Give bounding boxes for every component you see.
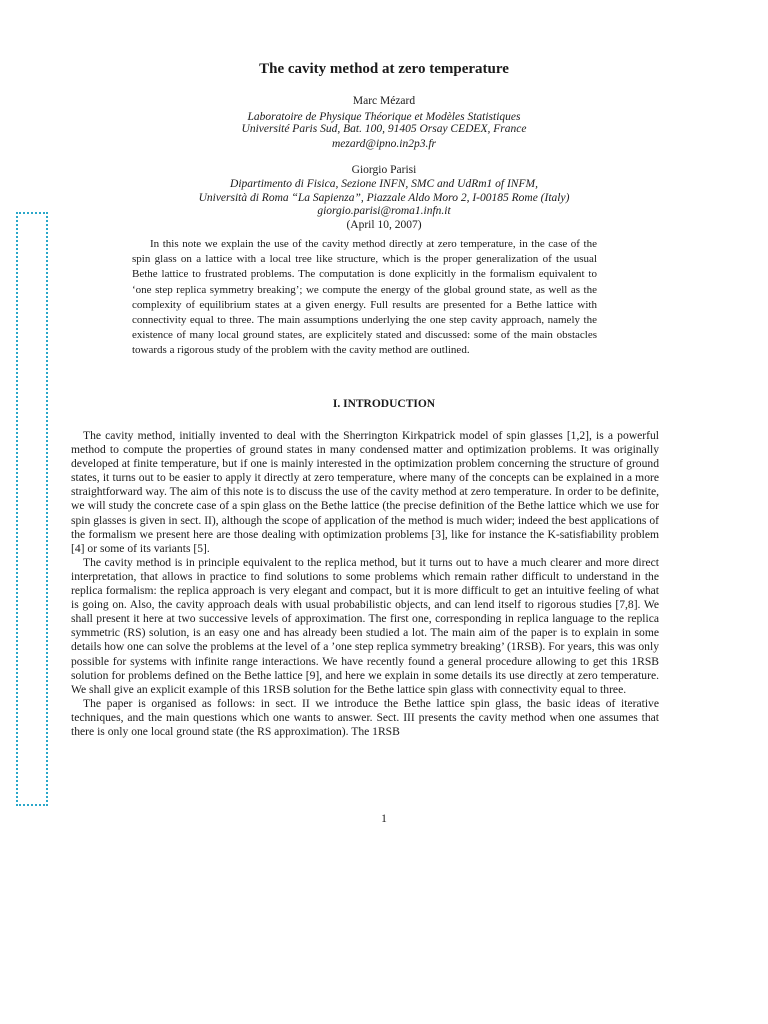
body-text: [71, 429, 659, 739]
paragraph: The cavity method is in principle equivalent to the replica method, but it turns out to have a much clearer and more direct interpretation, that allows in practice to find solutions to some problems which remain rather difficult to understand in the replica formalism: the replica approach is very elegant and compact, but it is more difficult to get an intuitive feeling of what is going on. Also, the cavity approach deals with usual probabilistic objects, and can lend itself to rigorous studies [7,8]. We shall present it here at two successive levels of approximation. The first one, corresponding in replica language to the replica symmetric (RS) solution, is an easy one and has already been studied a lot. The main aim of the paper is to explain in some details how one can solve the problems at the level of a ’one step replica symmetry breaking’ (1RSB). For years, this was only possible for systems with infinite range interactions. We have recently found a general procedure allowing to get this 1RSB solution for problems defined on the Bethe lattice [9], and here we explain in some details its use directly at zero temperature. We shall give an explicit example of this 1RSB solution for the Bethe lattice spin glass with connectivity equal to three.: [71, 555, 659, 696]
author-email: giorgio.parisi@roma1.infn.it: [317, 205, 451, 217]
paragraph: The paper is organised as follows: in sect. II we introduce the Bethe lattice spin glass, the basic ideas of iterative techniques, and the main questions which one wants to answer. Sect. III presents the cavity method when one assumes that there is only one local ground state (the RS approximation). The 1RSB: [71, 696, 659, 738]
page-number: 1: [381, 813, 387, 825]
section-heading: I. INTRODUCTION: [332, 398, 436, 410]
author-name: Giorgio Parisi: [351, 164, 417, 176]
author-affiliation: Université Paris Sud, Bat. 100, 91405 Orsay CEDEX, France: [241, 123, 527, 135]
author-name: Marc Mézard: [352, 95, 416, 107]
author-affiliation: Università di Roma “La Sapienza”, Piazzale Aldo Moro 2, I-00185 Rome (Italy): [198, 192, 570, 204]
author-email: mezard@ipno.in2p3.fr: [331, 138, 437, 150]
author-affiliation: Laboratoire de Physique Théorique et Modèles Statistiques: [247, 111, 521, 123]
paper-title: The cavity method at zero temperature: [259, 61, 509, 77]
paper-date: (April 10, 2007): [346, 219, 422, 231]
author-affiliation: Dipartimento di Fisica, Sezione INFN, SMC and UdRm1 of INFM,: [230, 178, 538, 190]
abstract: In this note we explain the use of the cavity method directly at zero temperature, in the case of the spin glass on a lattice with a local tree like structure, which is the proper generalization of the usual Bethe lattice to frustrated problems. The computation is done explicitly in the formalism equivalent to ‘one step replica symmetry breaking’; we compute the energy of the global ground state, as well as the complexity of equilibrium states at a given energy. Full results are presented for a Bethe lattice with connectivity equal to three. The main assumptions underlying the one step cavity approach, namely the existence of many local ground states, are explicitely stated and discussed: some of the main obstacles towards a rigorous study of the problem with the cavity method are outlined.: [132, 238, 597, 357]
paragraph: The cavity method, initially invented to deal with the Sherrington Kirkpatrick model of spin glasses [1,2], is a powerful method to compute the properties of ground states in many condensed matter and optimization problems. It was originally developed at finite temperature, but if one is mainly interested in the optimization problem concerning the structure of ground states, it turns out to be easier to apply it directly at zero temperature, where many of the concepts can be explained in a more straightforward way. The aim of this note is to discuss the use of the cavity method at zero temperature. In order to be definite, we will study the concrete case of a spin glass on the Bethe lattice (the precise definition of the Bethe lattice which we use for spin glasses is given in sect. II), although the scope of application of the method is much wider; indeed the best applications of the formalism we present here are those dealing with optimization problems [3], like for instance the K-satisfiability problem [4] or some of its variants [5].: [71, 429, 659, 555]
arxiv-side-stamp: [16, 212, 48, 806]
